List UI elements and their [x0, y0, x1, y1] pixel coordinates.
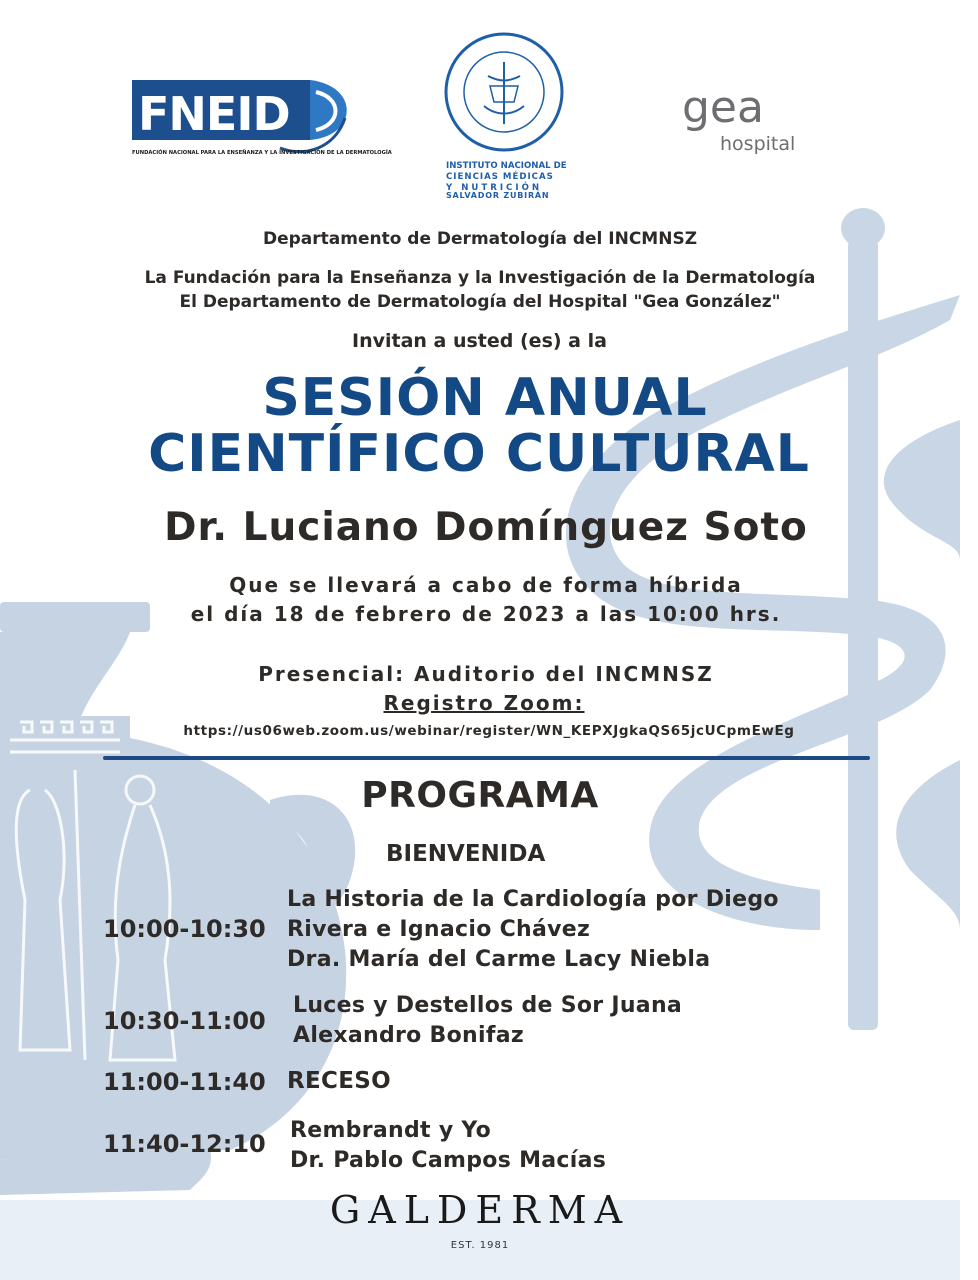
talk-line: La Historia de la Cardiología por Diego [287, 887, 779, 912]
talk-line: Luces y Destellos de Sor Juana [293, 993, 683, 1018]
hospital-line: El Departamento de Dermatología del Hospital "Gea González" [179, 292, 781, 312]
talk-line: Dr. Pablo Campos Macías [290, 1148, 607, 1173]
incmnsz-logo [440, 26, 568, 198]
incmnsz-line4: SALVADOR ZUBIRÁN [446, 191, 550, 200]
program-time: 11:00-11:40 [103, 1068, 266, 1096]
fneid-tagline: FUNDACIÓN NACIONAL PARA LA ENSEÑANZA Y LA INVESTIGACIÓN DE LA DERMATOLOGÍA [132, 150, 392, 156]
event-title-line2: CIENTÍFICO CULTURAL [148, 424, 810, 484]
program-time: 10:00-10:30 [103, 915, 266, 943]
incmnsz-line3: Y NUTRICIÓN [446, 183, 543, 193]
talk-line: RECESO [287, 1068, 391, 1094]
venue-line: Presencial: Auditorio del INCMNSZ [258, 662, 714, 686]
event-format-line: Que se llevará a cabo de forma híbrida [229, 573, 743, 597]
program-time: 10:30-11:00 [103, 1007, 266, 1035]
gea-sub: hospital [720, 133, 796, 155]
talk-line: Dra. María del Carme Lacy Niebla [287, 947, 711, 972]
program-time: 11:40-12:10 [103, 1130, 266, 1158]
zoom-registration-label: Registro Zoom: [383, 691, 585, 715]
invite-line: Invitan a usted (es) a la [352, 330, 607, 352]
program-heading: PROGRAMA [361, 775, 599, 816]
event-date-line: el día 18 de febrero de 2023 a las 10:00 hrs. [190, 602, 782, 626]
event-title-line1: SESIÓN ANUAL [262, 368, 708, 428]
incmnsz-line2: CIENCIAS MÉDICAS [446, 172, 554, 182]
fneid-logo [130, 78, 392, 164]
program-welcome: BIENVENIDA [386, 841, 546, 867]
department-line: Departamento de Dermatología del INCMNSZ [262, 229, 698, 249]
program-talk [293, 991, 682, 1051]
section-divider [103, 756, 870, 760]
gea-hospital-logo [680, 82, 800, 156]
talk-line: Rivera e Ignacio Chávez [287, 917, 591, 942]
talk-line: Rembrandt y Yo [290, 1118, 492, 1143]
incmnsz-line1: INSTITUTO NACIONAL DE [446, 161, 567, 171]
zoom-registration-link[interactable]: https://us06web.zoom.us/webinar/register/WN_KEPXJgkaQS65jcUCpmEwEg [183, 723, 795, 739]
gea-wordmark: gea [682, 82, 764, 133]
program-talk [290, 1116, 606, 1176]
galderma-logo: GALDERMA [329, 1188, 631, 1232]
program-talk [287, 885, 779, 975]
program-talk [287, 1066, 391, 1096]
honoree-name: Dr. Luciano Domínguez Soto [164, 505, 808, 550]
talk-line: Alexandro Bonifaz [293, 1023, 524, 1048]
galderma-established: EST. 1981 [450, 1240, 510, 1251]
fneid-wordmark: FNEID [138, 87, 290, 141]
foundation-line: La Fundación para la Enseñanza y la Investigación de la Dermatología [144, 268, 816, 288]
